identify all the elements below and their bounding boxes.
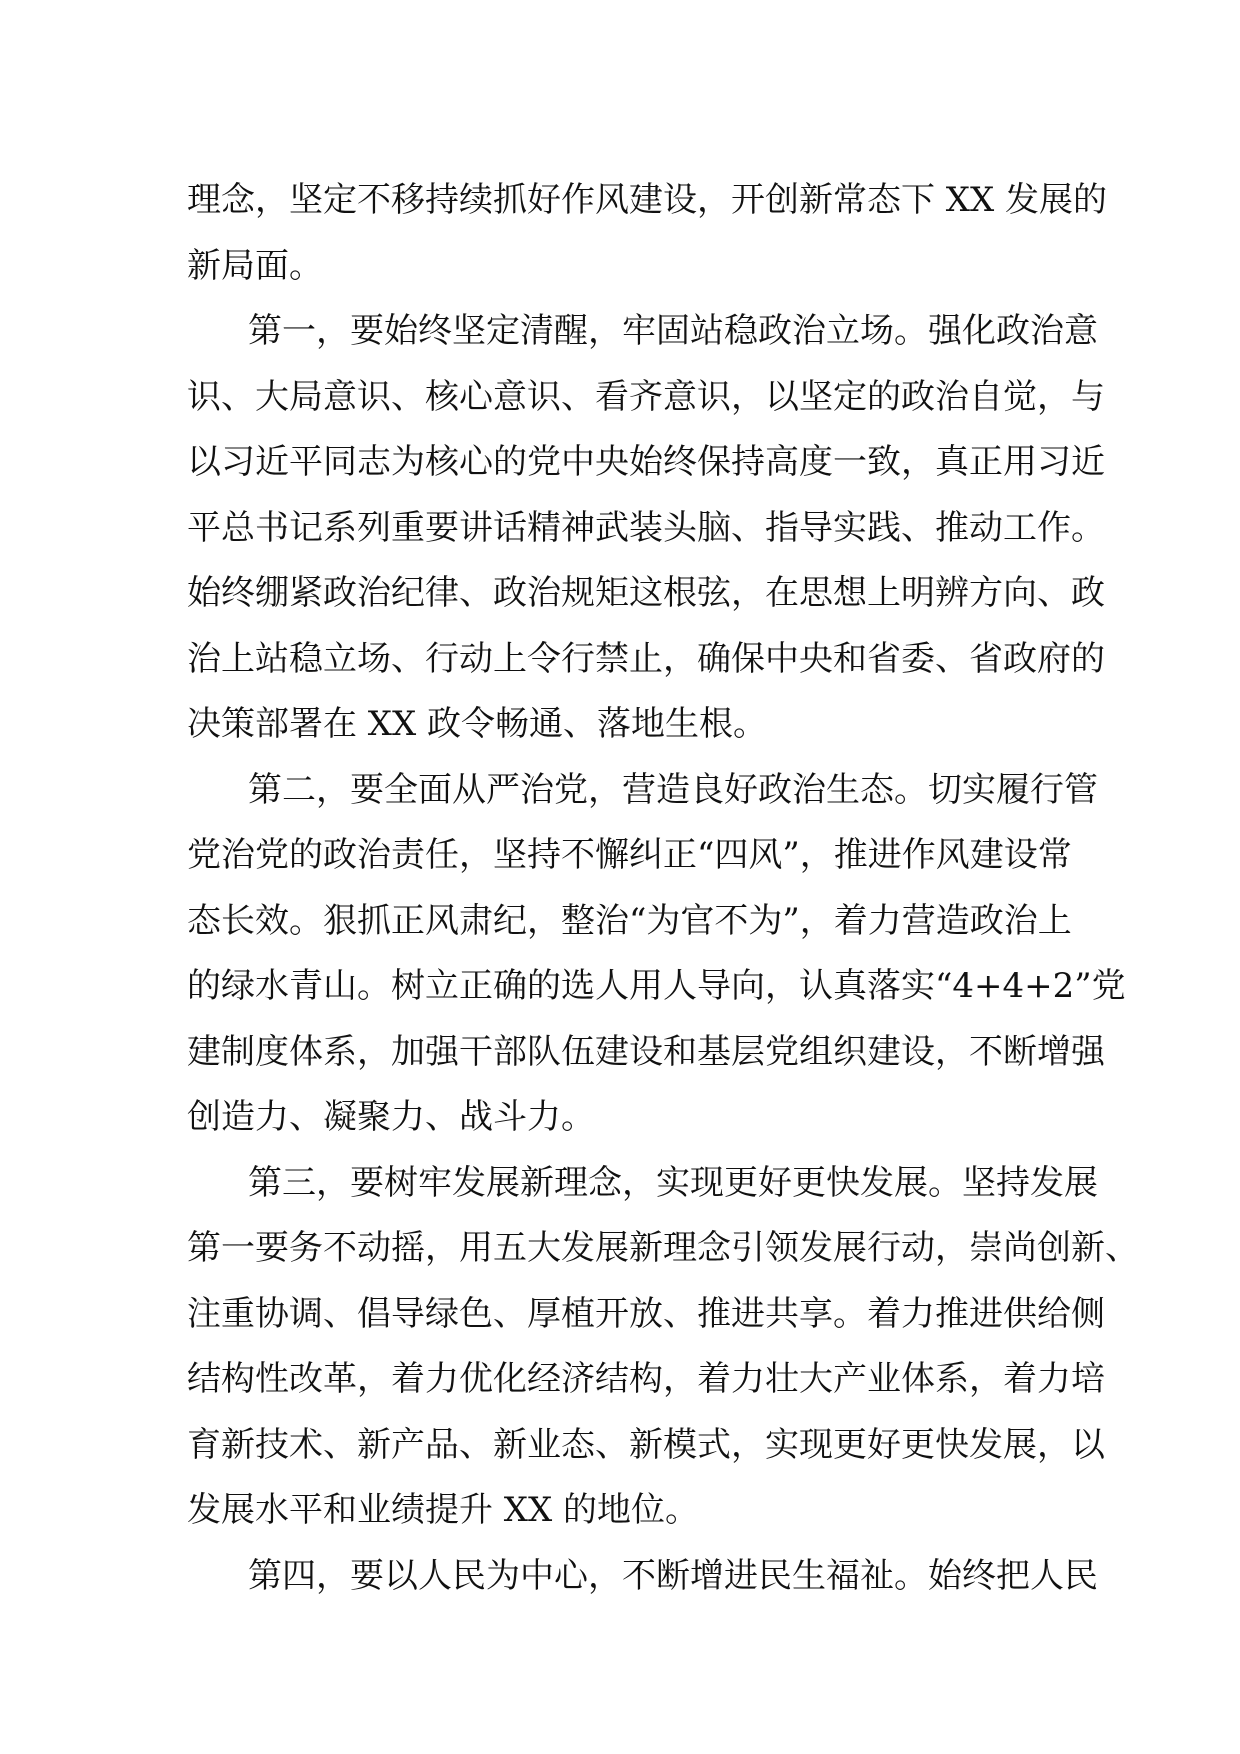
text-line: 创造力、凝聚力、战斗力。 (187, 1097, 595, 1137)
text-line: 始终绷紧政治纪律、政治规矩这根弦，在思想上明辨方向、政 (187, 573, 1105, 613)
text-line: 理念，坚定不移持续抓好作风建设，开创新常态下 XX 发展的 (187, 180, 1108, 220)
text-line: 新局面。 (187, 245, 323, 286)
text-line: 结构性改革，着力优化经济结构，着力壮大产业体系，着力培 (187, 1359, 1105, 1399)
text-line: 的绿水青山。树立正确的选人用人导向，认真落实“4+4+2”党 (187, 966, 1126, 1006)
text-line: 建制度体系，加强干部队伍建设和基层党组织建设，不断增强 (187, 1031, 1105, 1072)
text-line: 发展水平和业绩提升 XX 的地位。 (187, 1490, 700, 1530)
text-line: 第一要务不动摇，用五大发展新理念引领发展行动，崇尚创新、 (187, 1228, 1139, 1268)
document-body (187, 168, 1139, 1609)
text-line: 注重协调、倡导绿色、厚植开放、推进共享。着力推进供给侧 (187, 1293, 1105, 1334)
paragraph-second-point (187, 758, 1126, 1151)
text-line: 平总书记系列重要讲话精神武装头脑、指导实践、推动工作。 (187, 507, 1105, 548)
text-line: 第四，要以人民为中心，不断增进民生福祉。始终把人民 (248, 1555, 1098, 1596)
paragraph-first-point (187, 299, 1105, 758)
text-line: 治上站稳立场、行动上令行禁止，确保中央和省委、省政府的 (187, 638, 1105, 679)
paragraph-intro-continuation (187, 168, 1108, 299)
text-line: 识、大局意识、核心意识、看齐意识，以坚定的政治自觉，与 (187, 376, 1105, 417)
text-line: 以习近平同志为核心的党中央始终保持高度一致，真正用习近 (187, 442, 1105, 482)
text-line: 态长效。狠抓正风肃纪，整治“为官不为”，着力营造政治上 (187, 900, 1072, 941)
text-line: 第三，要树牢发展新理念，实现更好更快发展。坚持发展 (248, 1162, 1098, 1203)
text-line: 第一，要始终坚定清醒，牢固站稳政治立场。强化政治意 (248, 311, 1098, 351)
text-line: 党治党的政治责任，坚持不懈纠正“四风”，推进作风建设常 (187, 835, 1072, 875)
paragraph-fourth-point (187, 1544, 1098, 1610)
text-line: 育新技术、新产品、新业态、新模式，实现更好更快发展，以 (187, 1424, 1105, 1465)
paragraph-third-point (187, 1151, 1139, 1544)
text-line: 第二，要全面从严治党，营造良好政治生态。切实履行管 (248, 769, 1098, 810)
text-line: 决策部署在 XX 政令畅通、落地生根。 (187, 704, 768, 744)
